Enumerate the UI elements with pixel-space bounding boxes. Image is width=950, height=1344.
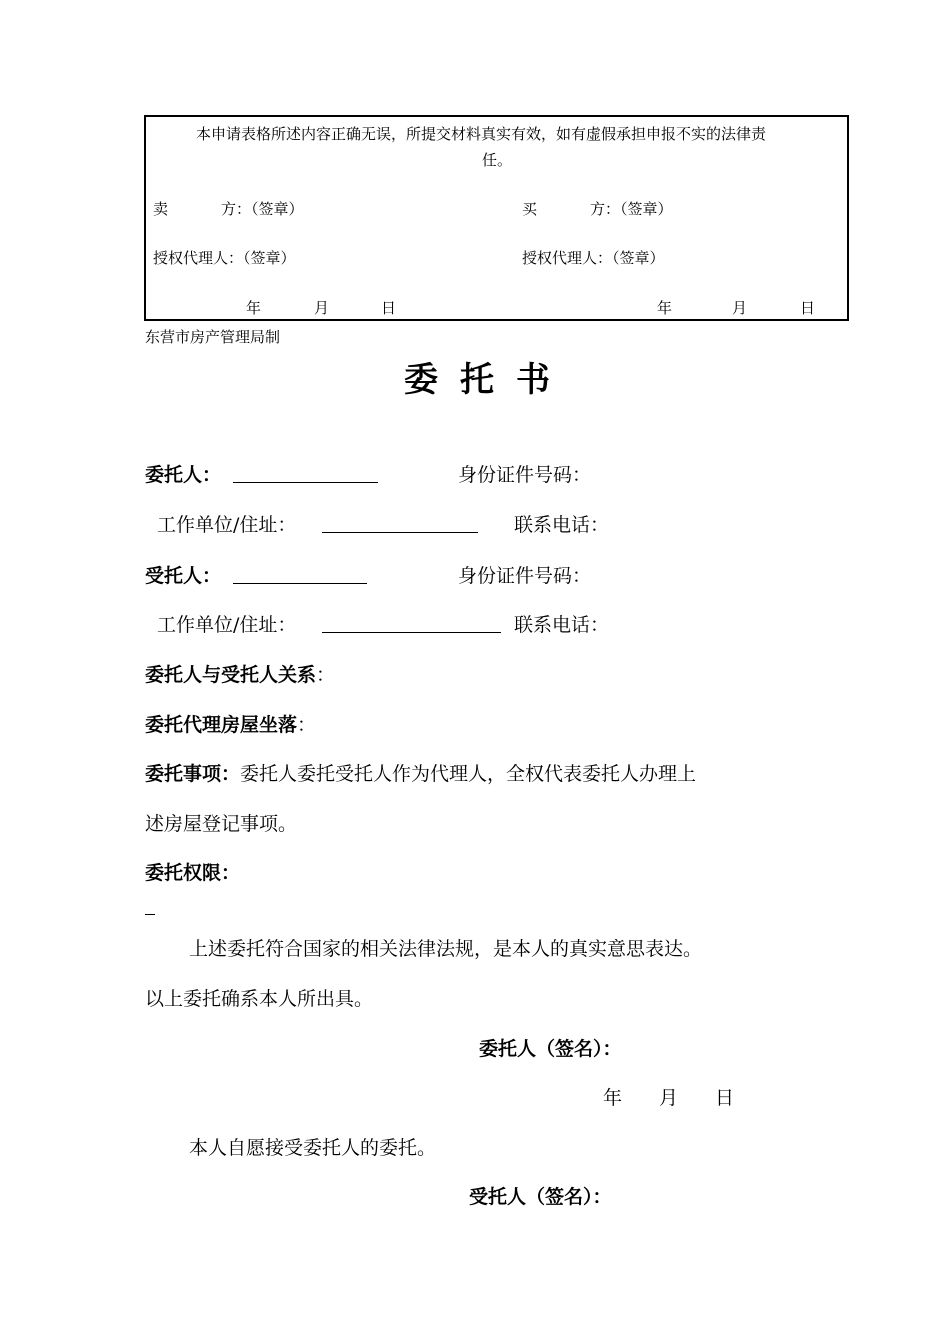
statement-line1: 上述委托符合国家的相关法律法规，是本人的真实意思表达。 (189, 938, 703, 960)
agent-blank-line[interactable] (233, 583, 367, 584)
agent-workplace-label: 工作单位/住址： (157, 614, 297, 636)
signature-date-year: 年 (603, 1087, 623, 1109)
statement-line2: 以上委托确系本人所出具。 (145, 988, 374, 1010)
buyer-agent-signature-label: 授权代理人：（签章） (522, 249, 665, 267)
declaration-statement-line1: 本申请表格所述内容正确无误，所提交材料真实有效，如有虚假承担申报不实的法律责 (196, 125, 767, 143)
signature-date-day: 日 (715, 1087, 735, 1109)
buyer-label: 买 (522, 200, 538, 218)
seller-date-day: 日 (381, 299, 397, 317)
declaration-statement-line2: 任。 (482, 151, 513, 169)
seller-signature-label: 方：（签章） (221, 200, 304, 218)
seller-date-month: 月 (314, 299, 330, 317)
signature-date-month: 月 (659, 1087, 679, 1109)
matters-text: 委托人委托受托人作为代理人，全权代表委托人办理上 (240, 763, 697, 785)
page-title: 委托书 (404, 360, 572, 400)
seller-date-year: 年 (246, 299, 262, 317)
buyer-date-year: 年 (657, 299, 673, 317)
principal-signature-label: 委托人（签名）： (479, 1038, 622, 1060)
property-label: 委托代理房屋坐落 (145, 714, 298, 736)
seller-agent-signature-label: 授权代理人：（签章） (153, 249, 296, 267)
property-colon: ： (297, 714, 317, 736)
relation-label: 委托人与受托人关系 (145, 664, 317, 686)
agent-id-label: 身份证件号码： (458, 565, 592, 587)
agent-label: 受托人： (145, 565, 222, 587)
buyer-signature-label: 方：（签章） (590, 200, 673, 218)
authority-label: 委托权限： (145, 862, 241, 884)
buyer-date-day: 日 (800, 299, 816, 317)
principal-workplace-blank-line[interactable] (322, 532, 478, 533)
agent-workplace-blank-line[interactable] (322, 632, 501, 633)
principal-workplace-label: 工作单位/住址： (157, 514, 297, 536)
buyer-date-month: 月 (732, 299, 748, 317)
principal-blank-line[interactable] (233, 482, 378, 483)
relation-colon: ： (316, 664, 336, 686)
issuer-label: 东营市房产管理局制 (145, 328, 281, 346)
matters-label: 委托事项： (145, 763, 241, 785)
seller-label: 卖 (153, 200, 169, 218)
principal-id-label: 身份证件号码： (458, 464, 592, 486)
principal-label: 委托人： (145, 464, 222, 486)
acceptance-statement: 本人自愿接受委托人的委托。 (189, 1137, 437, 1159)
agent-phone-label: 联系电话： (514, 614, 610, 636)
agent-signature-label: 受托人（签名）： (469, 1186, 612, 1208)
authority-blank-line[interactable] (145, 914, 155, 915)
property-field (145, 710, 316, 737)
matters-line2: 述房屋登记事项。 (145, 813, 298, 835)
principal-phone-label: 联系电话： (514, 514, 610, 536)
relation-field (145, 660, 335, 687)
matters-line1 (145, 759, 696, 786)
